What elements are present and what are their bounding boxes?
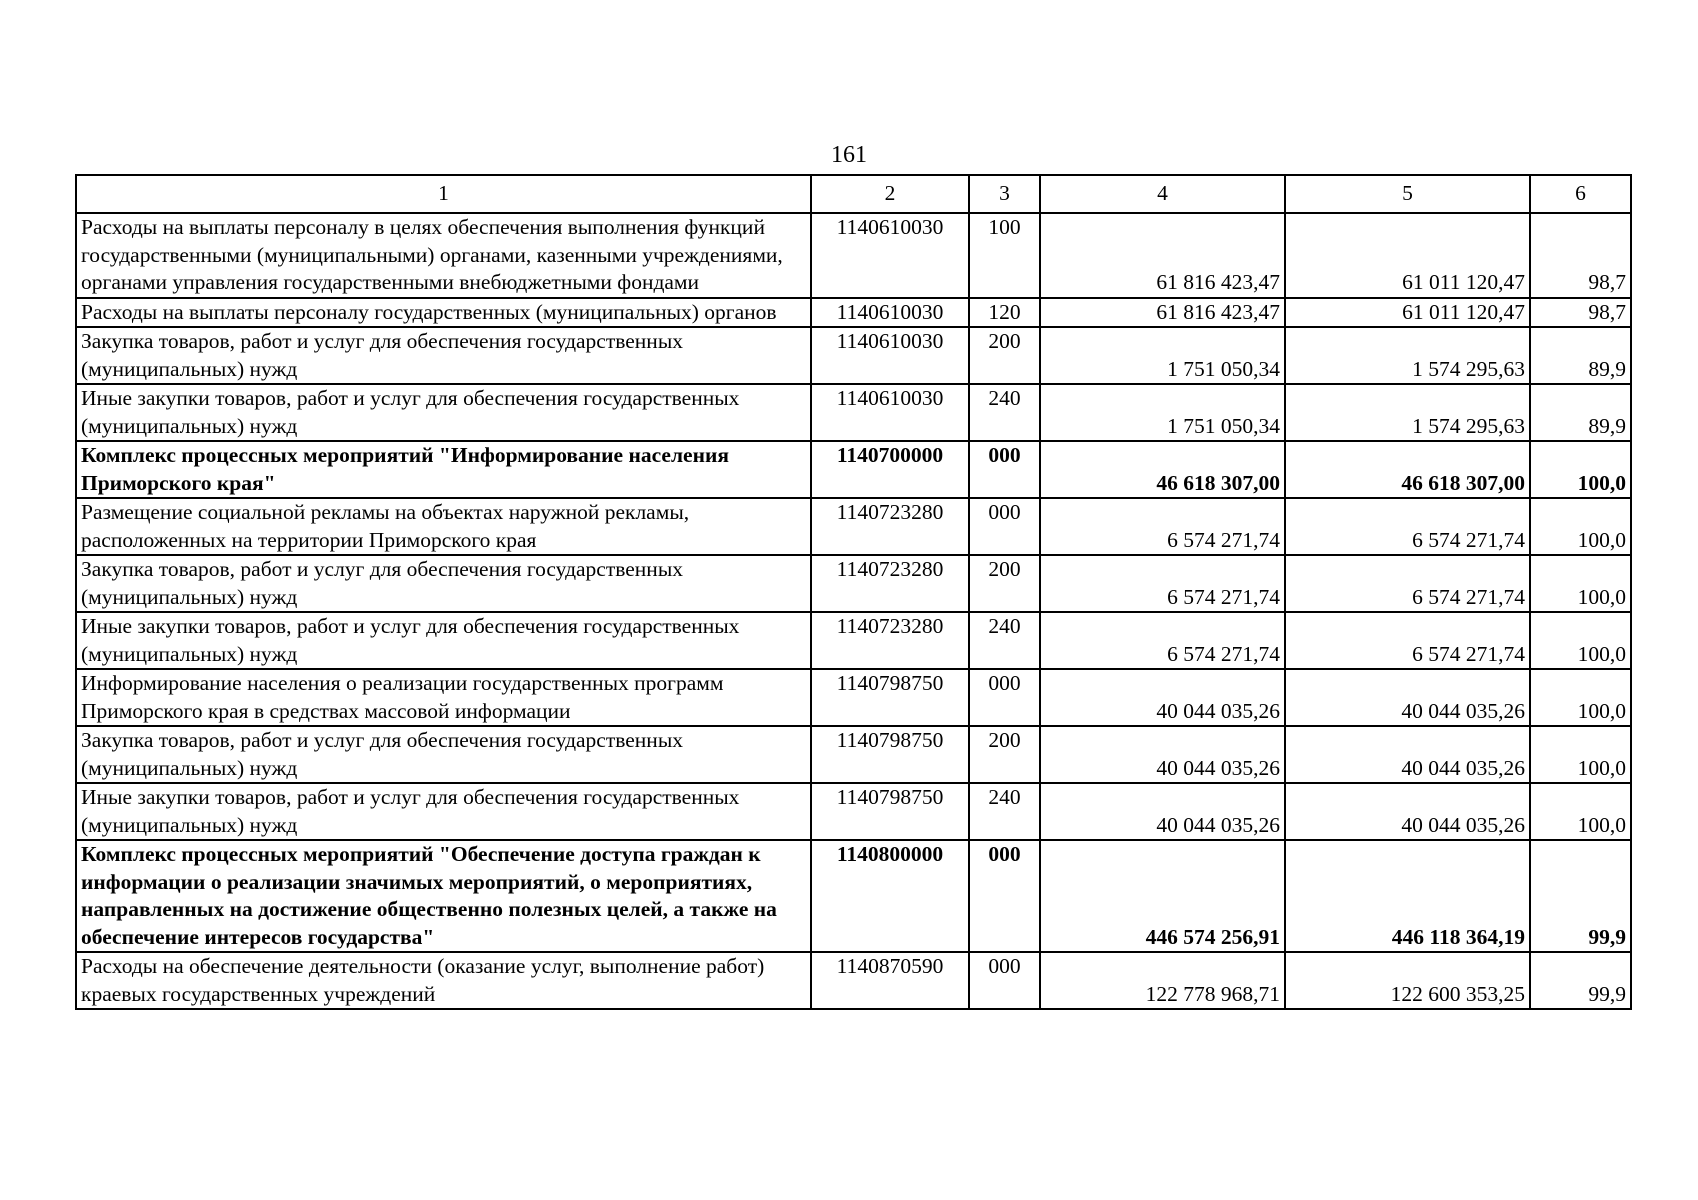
row-name-cell: Расходы на выплаты персоналу государственных (муниципальных) органов	[76, 298, 811, 328]
header-cell: 6	[1530, 175, 1631, 213]
row-fact-cell: 122 600 353,25	[1285, 952, 1530, 1009]
row-fact-cell: 40 044 035,26	[1285, 783, 1530, 840]
row-percent-cell: 100,0	[1530, 498, 1631, 555]
header-cell: 4	[1040, 175, 1285, 213]
row-plan-cell: 40 044 035,26	[1040, 726, 1285, 783]
row-name-cell: Закупка товаров, работ и услуг для обеспечения государственных (муниципальных) нужд	[76, 555, 811, 612]
row-percent-cell: 100,0	[1530, 441, 1631, 498]
table-row	[76, 327, 1631, 384]
header-row	[76, 175, 1631, 213]
row-plan-cell: 46 618 307,00	[1040, 441, 1285, 498]
row-plan-cell: 1 751 050,34	[1040, 327, 1285, 384]
row-code-cell: 1140800000	[811, 840, 969, 952]
row-code-cell: 1140723280	[811, 498, 969, 555]
header-cell: 1	[76, 175, 811, 213]
row-percent-cell: 100,0	[1530, 669, 1631, 726]
row-percent-cell: 99,9	[1530, 952, 1631, 1009]
row-code-cell: 1140610030	[811, 384, 969, 441]
row-type-cell: 000	[969, 840, 1040, 952]
row-name-cell: Комплекс процессных мероприятий "Обеспечение доступа граждан к информации о реализации значимых мероприятий, о мероприятиях, направленных на достижение общественно полезных целей, а также на обеспечение интересов государства"	[76, 840, 811, 952]
header-cell: 5	[1285, 175, 1530, 213]
row-plan-cell: 446 574 256,91	[1040, 840, 1285, 952]
row-code-cell: 1140798750	[811, 669, 969, 726]
row-percent-cell: 100,0	[1530, 726, 1631, 783]
row-percent-cell: 100,0	[1530, 555, 1631, 612]
row-fact-cell: 6 574 271,74	[1285, 612, 1530, 669]
table-row	[76, 726, 1631, 783]
row-name-cell: Информирование населения о реализации государственных программ Приморского края в средствах массовой информации	[76, 669, 811, 726]
table-row	[76, 840, 1631, 952]
row-fact-cell: 40 044 035,26	[1285, 726, 1530, 783]
row-name-cell: Закупка товаров, работ и услуг для обеспечения государственных (муниципальных) нужд	[76, 327, 811, 384]
row-type-cell: 000	[969, 441, 1040, 498]
row-type-cell: 240	[969, 783, 1040, 840]
row-fact-cell: 61 011 120,47	[1285, 298, 1530, 328]
row-code-cell: 1140610030	[811, 298, 969, 328]
table-row	[76, 783, 1631, 840]
row-plan-cell: 6 574 271,74	[1040, 498, 1285, 555]
row-code-cell: 1140798750	[811, 726, 969, 783]
table-row	[76, 441, 1631, 498]
row-name-cell: Расходы на обеспечение деятельности (оказание услуг, выполнение работ) краевых государственных учреждений	[76, 952, 811, 1009]
row-type-cell: 200	[969, 327, 1040, 384]
row-percent-cell: 89,9	[1530, 384, 1631, 441]
row-code-cell: 1140610030	[811, 327, 969, 384]
row-name-cell: Комплекс процессных мероприятий "Информирование населения Приморского края"	[76, 441, 811, 498]
row-plan-cell: 61 816 423,47	[1040, 213, 1285, 298]
row-type-cell: 200	[969, 555, 1040, 612]
row-code-cell: 1140798750	[811, 783, 969, 840]
row-name-cell: Расходы на выплаты персоналу в целях обеспечения выполнения функций государственными (муниципальными) органами, казенными учреждениями, органами управления государственными внебюджетными фондами	[76, 213, 811, 298]
page-number: 161	[831, 142, 867, 168]
row-code-cell: 1140870590	[811, 952, 969, 1009]
row-type-cell: 240	[969, 384, 1040, 441]
row-fact-cell: 40 044 035,26	[1285, 669, 1530, 726]
table-row	[76, 952, 1631, 1009]
row-type-cell: 000	[969, 498, 1040, 555]
row-percent-cell: 100,0	[1530, 783, 1631, 840]
row-name-cell: Иные закупки товаров, работ и услуг для обеспечения государственных (муниципальных) нужд	[76, 783, 811, 840]
row-plan-cell: 122 778 968,71	[1040, 952, 1285, 1009]
row-code-cell: 1140700000	[811, 441, 969, 498]
table-row	[76, 213, 1631, 298]
row-type-cell: 000	[969, 952, 1040, 1009]
header-cell: 2	[811, 175, 969, 213]
row-percent-cell: 99,9	[1530, 840, 1631, 952]
header-cell: 3	[969, 175, 1040, 213]
row-code-cell: 1140723280	[811, 555, 969, 612]
table-row	[76, 555, 1631, 612]
table-row	[76, 669, 1631, 726]
row-type-cell: 120	[969, 298, 1040, 328]
budget-table	[75, 174, 1632, 1010]
table-row	[76, 498, 1631, 555]
row-fact-cell: 6 574 271,74	[1285, 555, 1530, 612]
row-plan-cell: 6 574 271,74	[1040, 555, 1285, 612]
row-fact-cell: 446 118 364,19	[1285, 840, 1530, 952]
row-percent-cell: 100,0	[1530, 612, 1631, 669]
row-type-cell: 000	[969, 669, 1040, 726]
row-percent-cell: 98,7	[1530, 213, 1631, 298]
table-body	[76, 213, 1631, 1009]
row-plan-cell: 1 751 050,34	[1040, 384, 1285, 441]
row-code-cell: 1140723280	[811, 612, 969, 669]
row-name-cell: Размещение социальной рекламы на объектах наружной рекламы, расположенных на территории Приморского края	[76, 498, 811, 555]
row-plan-cell: 61 816 423,47	[1040, 298, 1285, 328]
row-fact-cell: 46 618 307,00	[1285, 441, 1530, 498]
row-code-cell: 1140610030	[811, 213, 969, 298]
row-plan-cell: 6 574 271,74	[1040, 612, 1285, 669]
row-fact-cell: 61 011 120,47	[1285, 213, 1530, 298]
row-percent-cell: 98,7	[1530, 298, 1631, 328]
row-plan-cell: 40 044 035,26	[1040, 669, 1285, 726]
row-name-cell: Иные закупки товаров, работ и услуг для обеспечения государственных (муниципальных) нужд	[76, 384, 811, 441]
row-name-cell: Иные закупки товаров, работ и услуг для обеспечения государственных (муниципальных) нужд	[76, 612, 811, 669]
row-plan-cell: 40 044 035,26	[1040, 783, 1285, 840]
table-row	[76, 298, 1631, 328]
row-fact-cell: 1 574 295,63	[1285, 327, 1530, 384]
row-type-cell: 240	[969, 612, 1040, 669]
row-type-cell: 100	[969, 213, 1040, 298]
row-fact-cell: 6 574 271,74	[1285, 498, 1530, 555]
row-fact-cell: 1 574 295,63	[1285, 384, 1530, 441]
row-name-cell: Закупка товаров, работ и услуг для обеспечения государственных (муниципальных) нужд	[76, 726, 811, 783]
table-row	[76, 384, 1631, 441]
row-type-cell: 200	[969, 726, 1040, 783]
table-row	[76, 612, 1631, 669]
row-percent-cell: 89,9	[1530, 327, 1631, 384]
